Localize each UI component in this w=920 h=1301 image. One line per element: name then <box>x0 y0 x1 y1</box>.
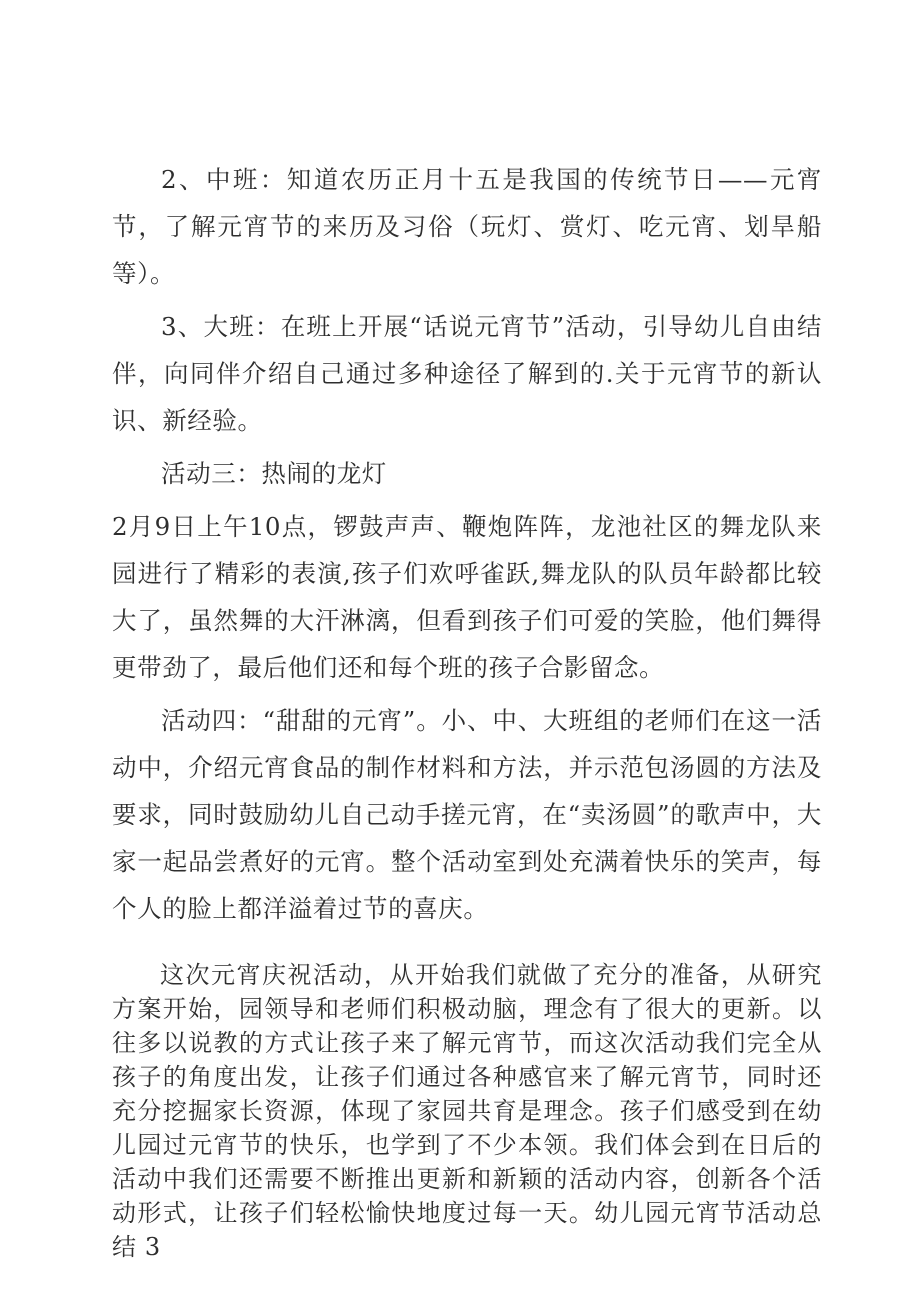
heading-huodong-san: 活动三：热闹的龙灯 <box>161 459 387 488</box>
paragraph-huodong-san-body: 2月9日上午10点，锣鼓声声、鞭炮阵阵，龙池社区的舞龙队来园进行了精彩的表演,孩子们欢呼雀跃,舞龙队的队员年龄都比较大了，虽然舞的大汗淋漓，但看到孩子们可爱的笑脸，他们舞得更带劲了，最后他们还和每个班的孩子合影留念。 <box>112 512 822 682</box>
paragraph-huodong-si: 活动四：“甜甜的元宵”。小、中、大班组的老师们在这一活动中，介绍元宵食品的制作材料和方法，并示范包汤圆的方法及要求，同时鼓励幼儿自己动手搓元宵，在“卖汤圆”的歌声中，大家一起品尝煮好的元宵。整个活动室到处充满着快乐的笑声，每个人的脸上都洋溢着过节的喜庆。 <box>112 706 822 923</box>
paragraph-zhongban: 2、中班：知道农历正月十五是我国的传统节日——元宵节，了解元宵节的来历及习俗（玩灯、赏灯、吃元宵、划旱船等）。 <box>112 165 822 288</box>
paragraph-daban: 3、大班：在班上开展“话说元宵节”活动，引导幼儿自由结伴，向同伴介绍自己通过多种途径了解到的.关于元宵节的新认识、新经验。 <box>112 312 822 435</box>
paragraph-gap-large <box>112 932 822 958</box>
document-text-column <box>112 156 822 1264</box>
paragraph-conclusion: 这次元宵庆祝活动，从开始我们就做了充分的准备，从研究方案开始，园领导和老师们积极动脑，理念有了很大的更新。以往多以说教的方式让孩子来了解元宵节，而这次活动我们完全从孩子的角度出发，让孩子们通过各种感官来了解元宵节，同时还充分挖掘家长资源，体现了家园共育是理念。孩子们感受到在幼儿园过元宵节的快乐，也学到了不少本领。我们体会到在日后的活动中我们还需要不断推出更新和新颖的活动内容，创新各个活动形式，让孩子们轻松愉快地度过每一天。幼儿园元宵节活动总结 3 <box>112 961 822 1261</box>
